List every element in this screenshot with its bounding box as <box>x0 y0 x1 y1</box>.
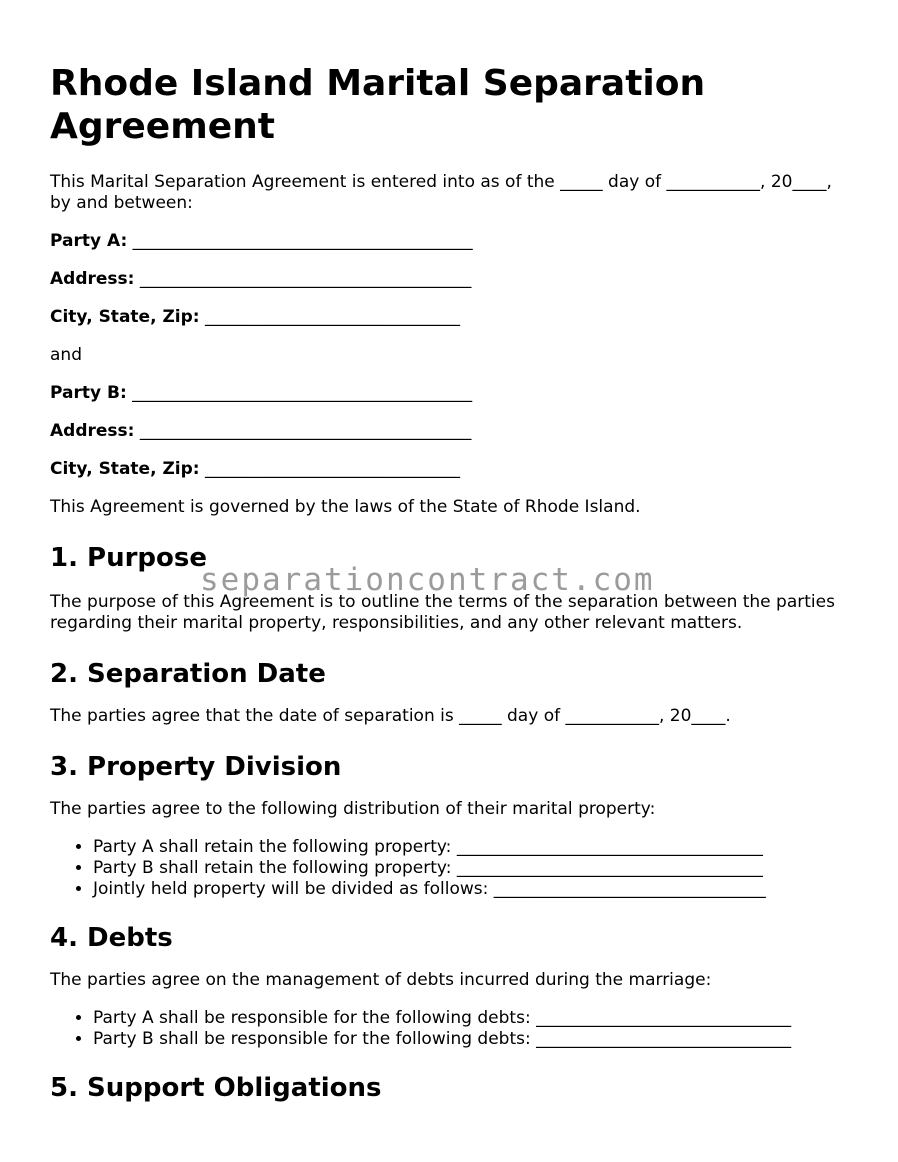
party-b-address-blank[interactable]: _______________________________________ <box>139 421 472 441</box>
intro-paragraph: This Marital Separation Agreement is entered into as of the _____ day of ___________, 20____, by and between: <box>50 172 832 213</box>
party-b-name-label: Party B: <box>50 383 127 403</box>
document-title: Rhode Island Marital Separation Agreement <box>50 63 706 147</box>
party-a-name-field[interactable] <box>50 231 850 252</box>
debts-heading: 4. Debts <box>50 923 173 953</box>
party-a-address-blank[interactable]: _______________________________________ <box>139 269 472 289</box>
list-item: • Party A shall retain the following property: ____________________________________ <box>93 837 850 858</box>
list-item: • Party B shall retain the following property: ____________________________________ <box>93 858 850 879</box>
party-a-address-field[interactable] <box>50 269 850 290</box>
support-obligations-heading: 5. Support Obligations <box>50 1073 382 1103</box>
party-b-city-field[interactable] <box>50 459 850 480</box>
party-a-name-blank[interactable]: ________________________________________ <box>132 231 473 251</box>
list-item: • Party A shall be responsible for the following debts: ______________________________ <box>93 1008 850 1029</box>
party-a-city-blank[interactable]: ______________________________ <box>204 307 460 327</box>
party-b-address-label: Address: <box>50 421 135 441</box>
party-b-city-blank[interactable]: ______________________________ <box>204 459 460 479</box>
party-a-name-label: Party A: <box>50 231 128 251</box>
property-division-heading: 3. Property Division <box>50 752 342 782</box>
party-b-city-label: City, State, Zip: <box>50 459 200 479</box>
party-b-address-field[interactable] <box>50 421 850 442</box>
debts-list <box>50 1008 850 1050</box>
document-page <box>50 62 850 1120</box>
list-item: • Jointly held property will be divided as follows: ________________________________ <box>93 879 850 900</box>
governing-law-paragraph: This Agreement is governed by the laws of the State of Rhode Island. <box>50 497 641 517</box>
party-b-name-blank[interactable]: ________________________________________ <box>132 383 473 403</box>
purpose-heading: 1. Purpose <box>50 543 207 573</box>
party-b-name-field[interactable] <box>50 383 850 404</box>
party-a-city-label: City, State, Zip: <box>50 307 200 327</box>
and-text: and <box>50 345 82 365</box>
watermark-text: separationcontract.com <box>200 562 655 598</box>
property-division-paragraph: The parties agree to the following distribution of their marital property: <box>50 799 656 819</box>
debts-paragraph: The parties agree on the management of debts incurred during the marriage: <box>50 970 712 990</box>
party-a-address-label: Address: <box>50 269 135 289</box>
separation-date-paragraph: The parties agree that the date of separation is _____ day of ___________, 20____. <box>50 706 731 726</box>
party-a-city-field[interactable] <box>50 307 850 328</box>
purpose-paragraph: The purpose of this Agreement is to outline the terms of the separation between the parties regarding their marital property, responsibilities, and any other relevant matters. <box>50 592 835 633</box>
list-item: • Party B shall be responsible for the following debts: ______________________________ <box>93 1029 850 1050</box>
separation-date-heading: 2. Separation Date <box>50 659 326 689</box>
property-list <box>50 837 850 900</box>
